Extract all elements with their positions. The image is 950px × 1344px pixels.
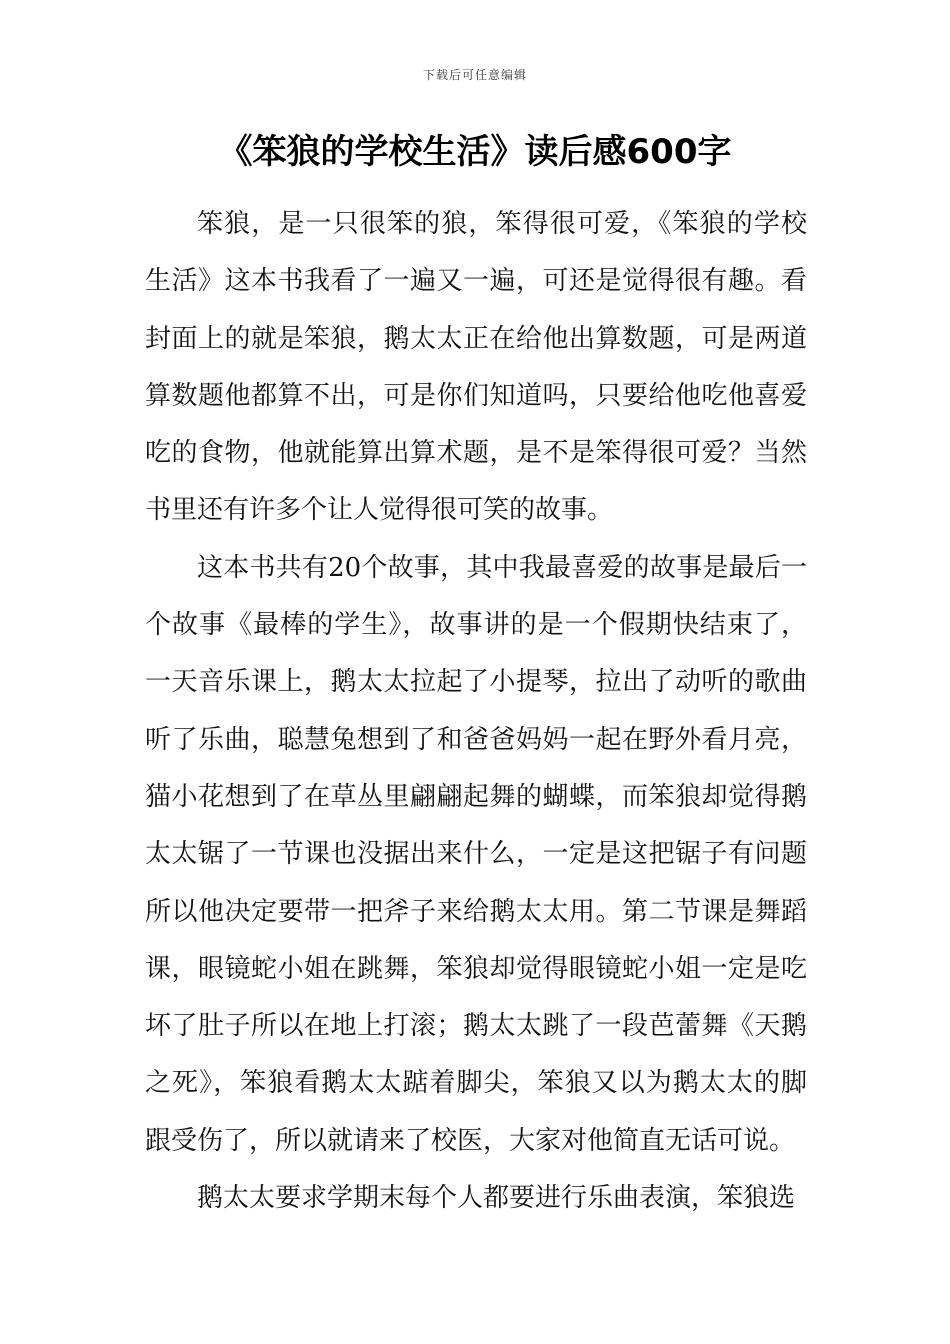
paragraph: 笨狼，是一只很笨的狼，笨得很可爱，《笨狼的学校生活》这本书我看了一遍又一遍，可还是觉得很有趣。看封面上的就是笨狼，鹅太太正在给他出算数题，可是两道算数题他都算不出，可是你们知道吗，只要给他吃他喜爱吃的食物，他就能算出算术题，是不是笨得很可爱？当然书里还有许多个让人觉得很可笑的故事。 <box>145 209 807 526</box>
header-note: 下载后可任意编辑 <box>422 68 527 82</box>
paragraph: 鹅太太要求学期末每个人都要进行乐曲表演，笨狼选 <box>197 1183 796 1214</box>
paragraph: 这本书共有20个故事，其中我最喜爱的故事是最后一个故事《最棒的学生》，故事讲的是一个假期快结束了，一天音乐课上，鹅太太拉起了小提琴，拉出了动听的歌曲听了乐曲，聪慧兔想到了和爸爸妈妈一起在野外看月亮，猫小花想到了在草丛里翩翩起舞的蝴蝶，而笨狼却觉得鹅太太锯了一节课也没据出来什么，一定是这把锯子有问题所以他决定要带一把斧子来给鹅太太用。第二节课是舞蹈课，眼镜蛇小姐在跳舞，笨狼却觉得眼镜蛇小姐一定是吃坏了肚子所以在地上打滚；鹅太太跳了一段芭蕾舞《天鹅之死》，笨狼看鹅太太踮着脚尖，笨狼又以为鹅太太的脚跟受伤了，所以就请来了校医，大家对他简直无话可说。 <box>145 552 807 1156</box>
document-body <box>145 196 807 1227</box>
document-title: 《笨狼的学校生活》读后感600字 <box>218 132 732 172</box>
